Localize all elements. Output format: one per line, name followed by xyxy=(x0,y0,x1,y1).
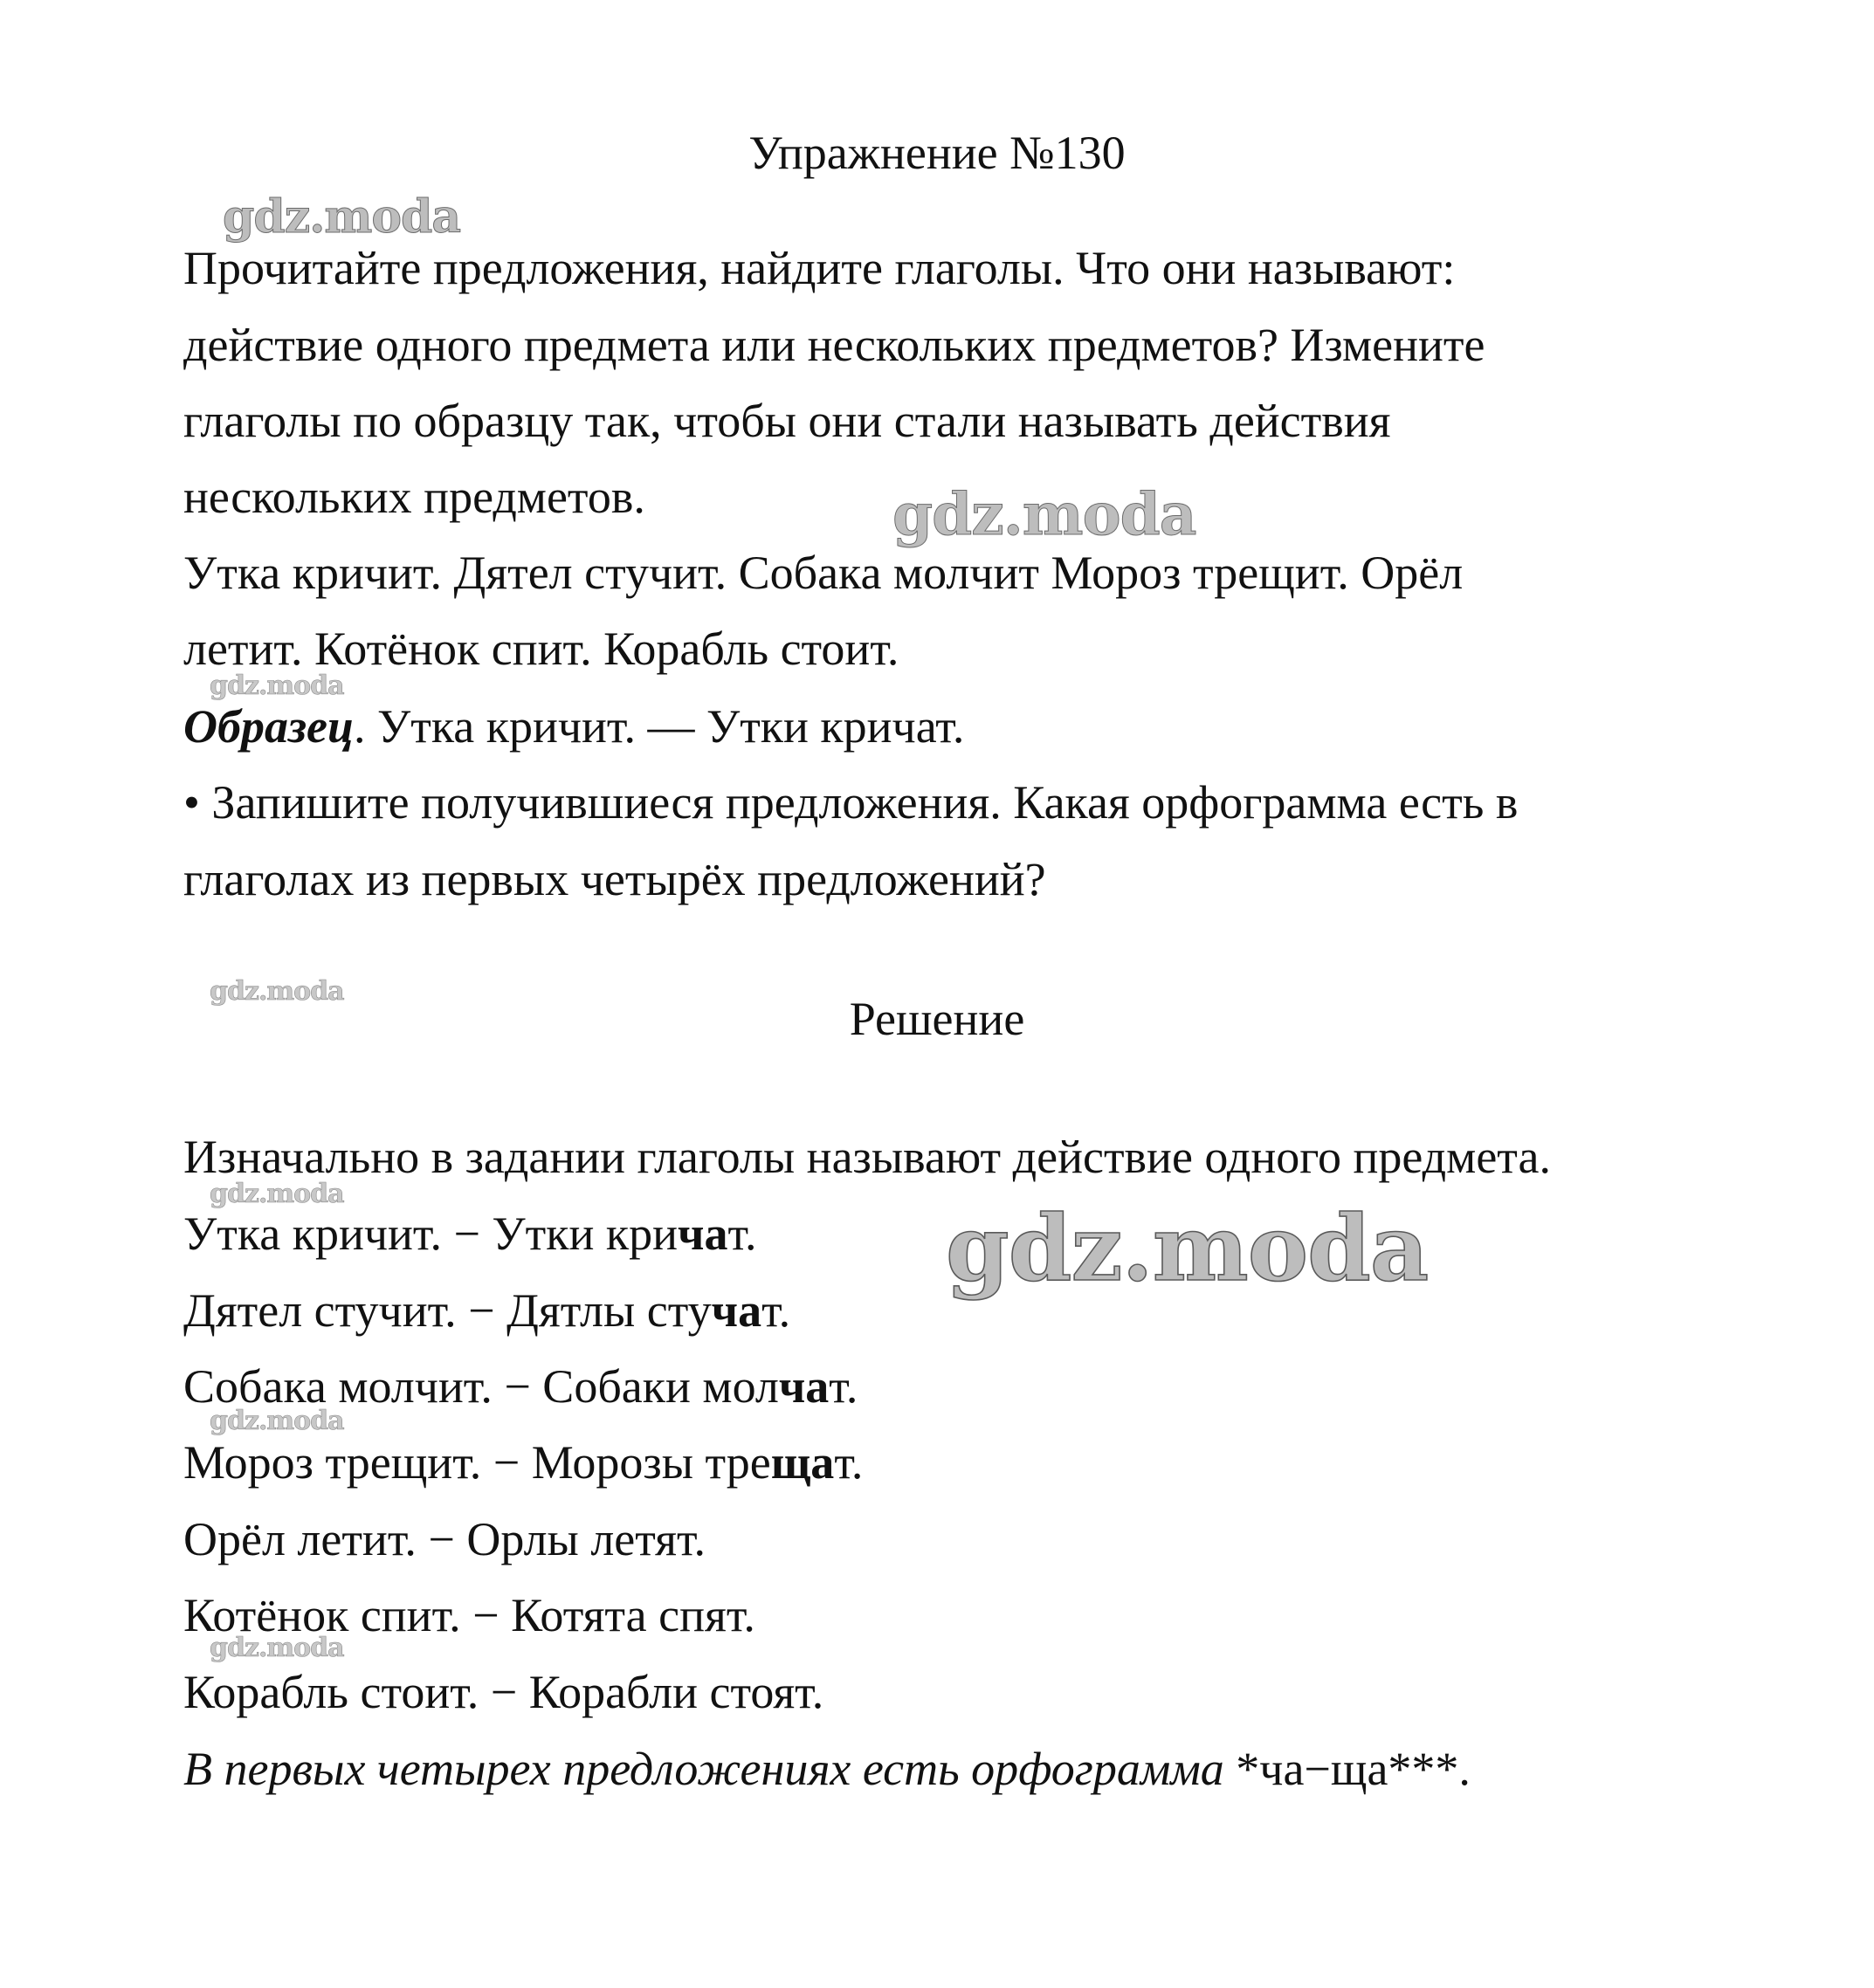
solution-heading: Решение xyxy=(849,993,1025,1045)
watermark: gdz.moda xyxy=(223,190,461,244)
watermark: gdz.moda xyxy=(946,1194,1429,1302)
exercise-title: Упражнение №130 xyxy=(748,127,1126,179)
pair-text: Дятел стучит. − Дятлы сту xyxy=(183,1284,712,1337)
pair-ending: т. xyxy=(829,1360,858,1413)
solution-intro: Изначально в задании глаголы называют действие одного предмета. xyxy=(183,1131,1552,1183)
solution-pair: Котёнок спит. − Котята спят. xyxy=(183,1589,755,1641)
watermark: gdz.moda xyxy=(892,480,1196,548)
sample-label: Образец xyxy=(183,700,355,753)
task-bullet-line: глаголах из первых четырёх предложений? xyxy=(183,853,1046,905)
solution-pair: Орёл летит. − Орлы летят. xyxy=(183,1513,706,1565)
watermark: gdz.moda xyxy=(210,1406,344,1436)
watermark: gdz.moda xyxy=(210,671,344,701)
watermark: gdz.moda xyxy=(210,976,344,1007)
task-line: действие одного предмета или нескольких предметов? Измените xyxy=(183,319,1485,371)
task-line: нескольких предметов. xyxy=(183,471,645,523)
task-line: Прочитайте предложения, найдите глаголы. Что они называют: xyxy=(183,242,1456,294)
sample-line xyxy=(183,698,964,754)
pair-spelling: ща xyxy=(770,1436,835,1489)
solution-conclusion xyxy=(183,1741,1471,1797)
solution-pair xyxy=(183,1283,790,1338)
task-bullet-line: • Запишите получившиеся предложения. Какая орфограмма есть в xyxy=(183,776,1519,829)
watermark: gdz.moda xyxy=(210,1179,344,1209)
pair-spelling: ча xyxy=(778,1360,830,1413)
sample-text: . Утка кричит. — Утки кричат. xyxy=(354,700,965,753)
task-line: Утка кричит. Дятел стучит. Собака молчит Мороз трещит. Орёл xyxy=(183,547,1464,599)
pair-spelling: ча xyxy=(678,1207,728,1260)
solution-pair xyxy=(183,1206,757,1262)
solution-pair: Корабль стоит. − Корабли стоят. xyxy=(183,1666,824,1718)
pair-text: Утка кричит. − Утки кри xyxy=(183,1207,678,1260)
task-line: летит. Котёнок спит. Корабль стоит. xyxy=(183,623,899,675)
task-line: глаголы по образцу так, чтобы они стали называть действия xyxy=(183,395,1391,447)
conclusion-text: В первых четырех предложениях есть орфограмма xyxy=(183,1743,1237,1795)
pair-spelling: ча xyxy=(711,1284,762,1337)
conclusion-spelling: *ча−ща***. xyxy=(1236,1743,1471,1795)
watermark: gdz.moda xyxy=(210,1633,344,1663)
pair-ending: т. xyxy=(727,1207,757,1260)
solution-pair xyxy=(183,1434,863,1490)
pair-text: Мороз трещит. − Морозы тре xyxy=(183,1436,771,1489)
pair-ending: т. xyxy=(761,1284,791,1337)
solution-pair xyxy=(183,1359,858,1414)
pair-ending: т. xyxy=(834,1436,864,1489)
pair-text: Собака молчит. − Собаки мол xyxy=(183,1360,779,1413)
